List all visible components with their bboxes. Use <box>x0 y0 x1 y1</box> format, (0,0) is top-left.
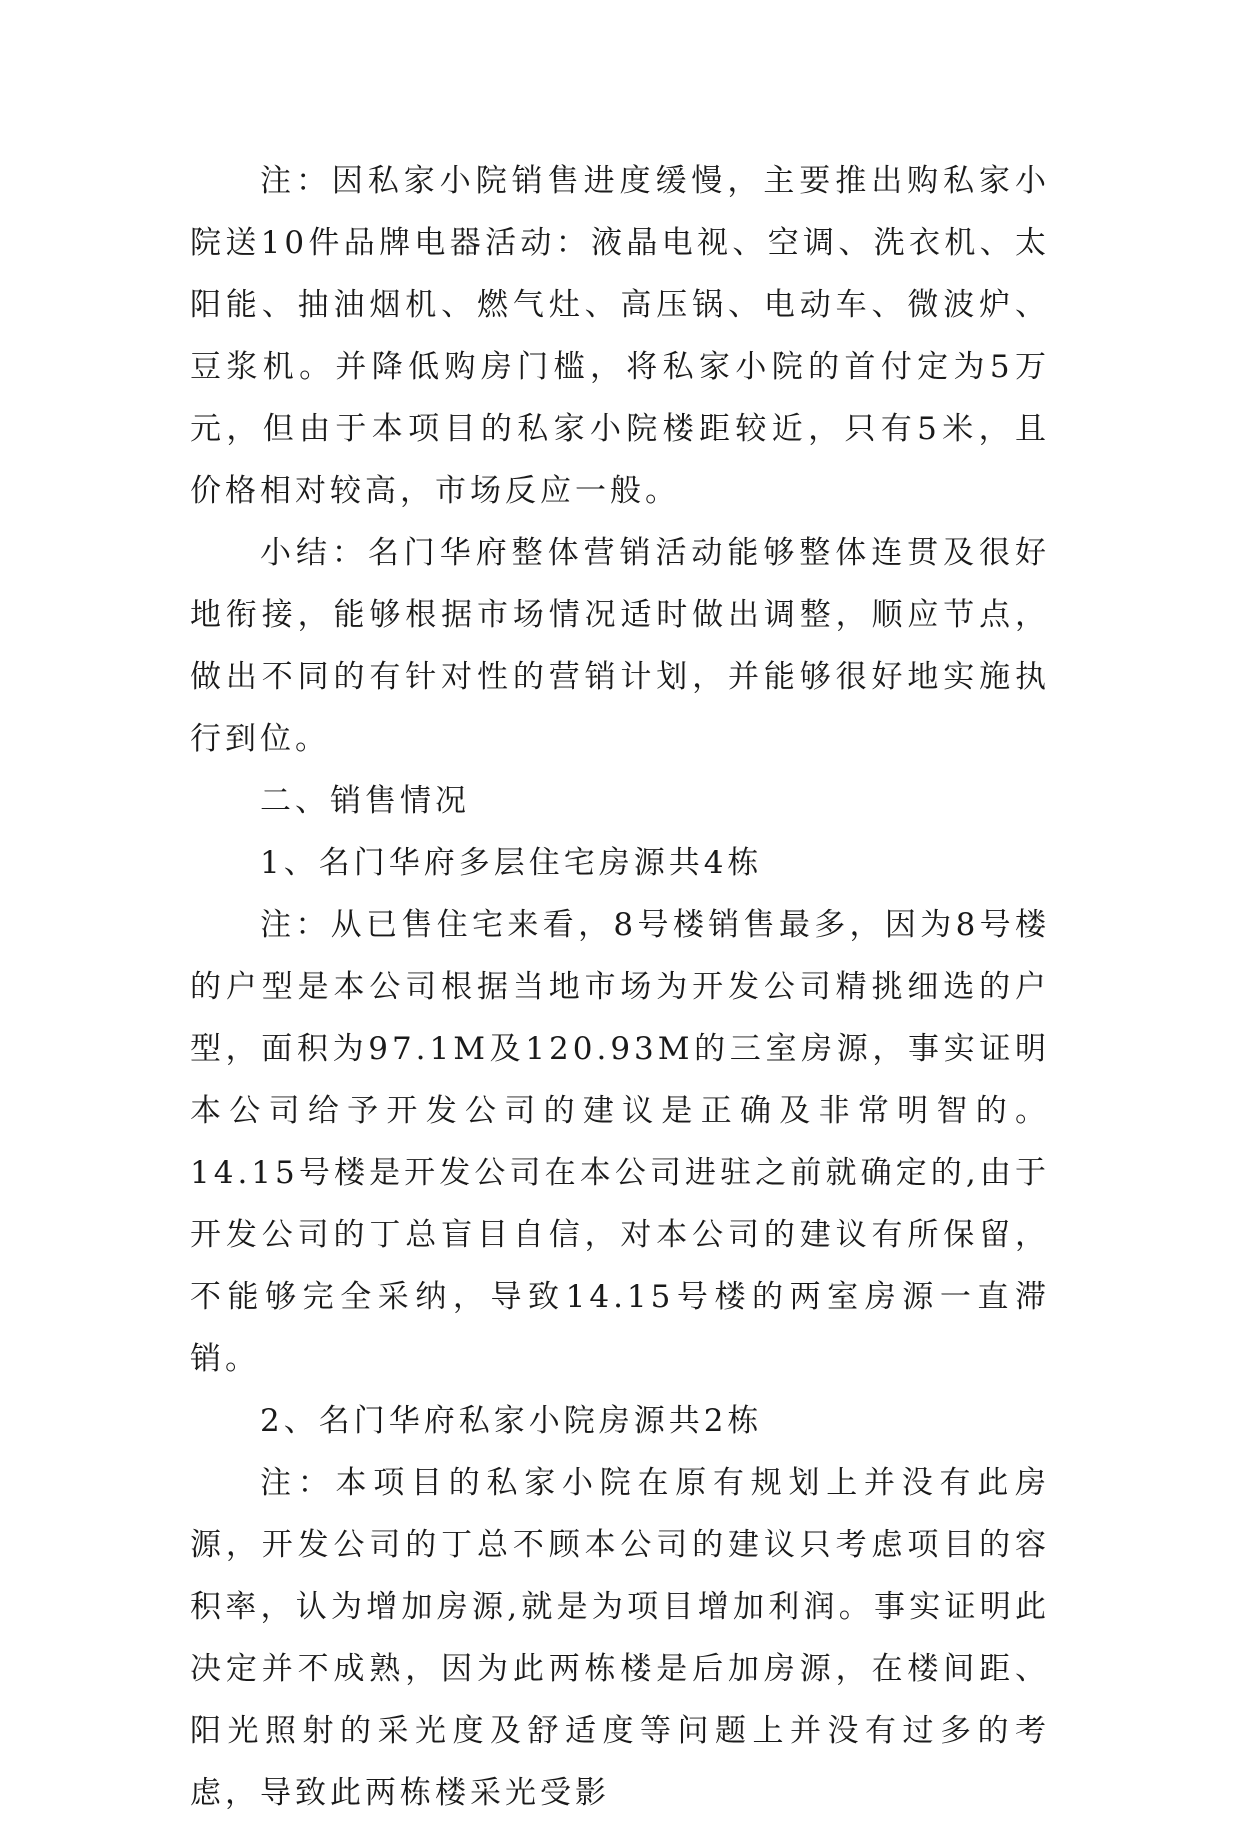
document-page <box>190 150 1050 1824</box>
paragraph-private-courtyard-note: 注：本项目的私家小院在原有规划上并没有此房源，开发公司的丁总不顾本公司的建议只考虑项目的容积率，认为增加房源,就是为项目增加利润。事实证明此决定并不成熟，因为此两栋楼是后加房源，在楼间距、阳光照射的采光度及舒适度等问题上并没有过多的考虑，导致此两栋楼采光受影 <box>190 1465 1050 1811</box>
paragraph-multistorey-note: 注：从已售住宅来看，8号楼销售最多，因为8号楼的户型是本公司根据当地市场为开发公司精挑细选的户型，面积为97.1M及120.93M的三室房源，事实证明本公司给予开发公司的建议是正确及非常明智的。14.15号楼是开发公司在本公司进驻之前就确定的,由于开发公司的丁总盲目自信，对本公司的建议有所保留，不能够完全采纳，导致14.15号楼的两室房源一直滞销。 <box>190 907 1050 1377</box>
subheading-multistorey-housing: 1、名门华府多层住宅房源共4栋 <box>260 845 763 881</box>
paragraph-summary: 小结：名门华府整体营销活动能够整体连贯及很好地衔接，能够根据市场情况适时做出调整，顺应节点，做出不同的有针对性的营销计划，并能够很好地实施执行到位。 <box>190 535 1050 757</box>
section-heading-sales: 二、销售情况 <box>260 783 470 819</box>
paragraph-private-courtyard-promotion: 注：因私家小院销售进度缓慢，主要推出购私家小院送10件品牌电器活动：液晶电视、空调、洗衣机、太阳能、抽油烟机、燃气灶、高压锅、电动车、微波炉、豆浆机。并降低购房门槛，将私家小院的首付定为5万元，但由于本项目的私家小院楼距较近，只有5米，且价格相对较高，市场反应一般。 <box>190 163 1050 509</box>
subheading-private-courtyard-housing: 2、名门华府私家小院房源共2栋 <box>260 1403 763 1439</box>
